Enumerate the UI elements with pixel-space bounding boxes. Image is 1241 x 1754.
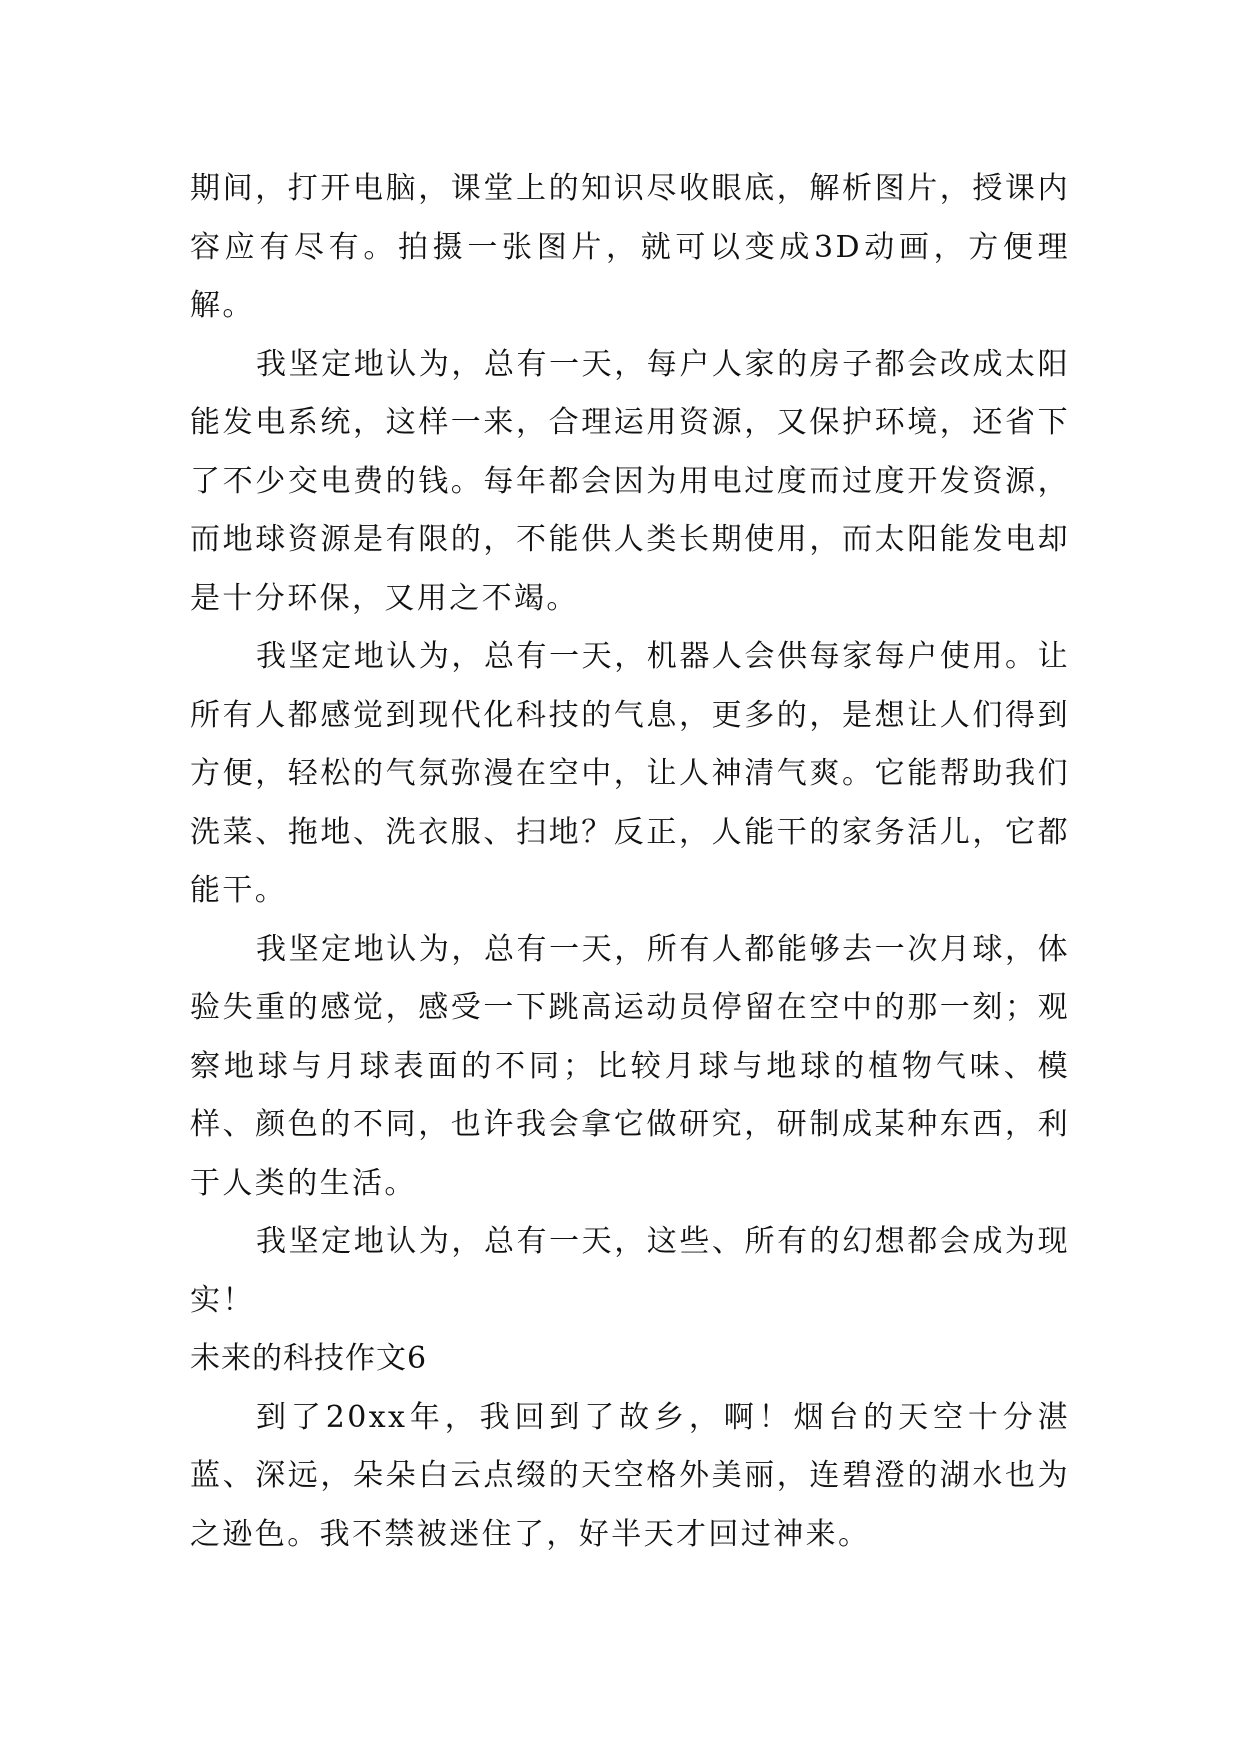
paragraph-robots: 我坚定地认为，总有一天，机器人会供每家每户使用。让所有人都感觉到现代化科技的气息，更多的，是想让人们得到方便，轻松的气氛弥漫在空中，让人神清气爽。它能帮助我们洗菜、拖地、洗衣服、扫地？反正，人能干的家务活儿，它都能干。 — [190, 639, 1070, 908]
document-body — [190, 160, 1070, 1564]
paragraph-solar-power: 我坚定地认为，总有一天，每户人家的房子都会改成太阳能发电系统，这样一来，合理运用资源，又保护环境，还省下了不少交电费的钱。每年都会因为用电过度而过度开发资源，而地球资源是有限的，不能供人类长期使用，而太阳能发电却是十分环保，又用之不竭。 — [190, 346, 1070, 616]
section-title: 未来的科技作文6 — [190, 1341, 428, 1376]
paragraph-hometown: 到了20xx年，我回到了故乡，啊！烟台的天空十分湛蓝、深远，朵朵白云点缀的天空格外美丽，连碧澄的湖水也为之逊色。我不禁被迷住了，好半天才回过神来。 — [190, 1399, 1070, 1552]
paragraph-moon-trip: 我坚定地认为，总有一天，所有人都能够去一次月球，体验失重的感觉，感受一下跳高运动员停留在空中的那一刻；观察地球与月球表面的不同；比较月球与地球的植物气味、模样、颜色的不同，也许我会拿它做研究，研制成某种东西，利于人类的生活。 — [190, 931, 1070, 1201]
paragraph-continued: 期间，打开电脑，课堂上的知识尽收眼底，解析图片，授课内容应有尽有。拍摄一张图片，就可以变成3D动画，方便理解。 — [190, 171, 1070, 323]
paragraph-conclusion: 我坚定地认为，总有一天，这些、所有的幻想都会成为现实！ — [190, 1224, 1070, 1318]
